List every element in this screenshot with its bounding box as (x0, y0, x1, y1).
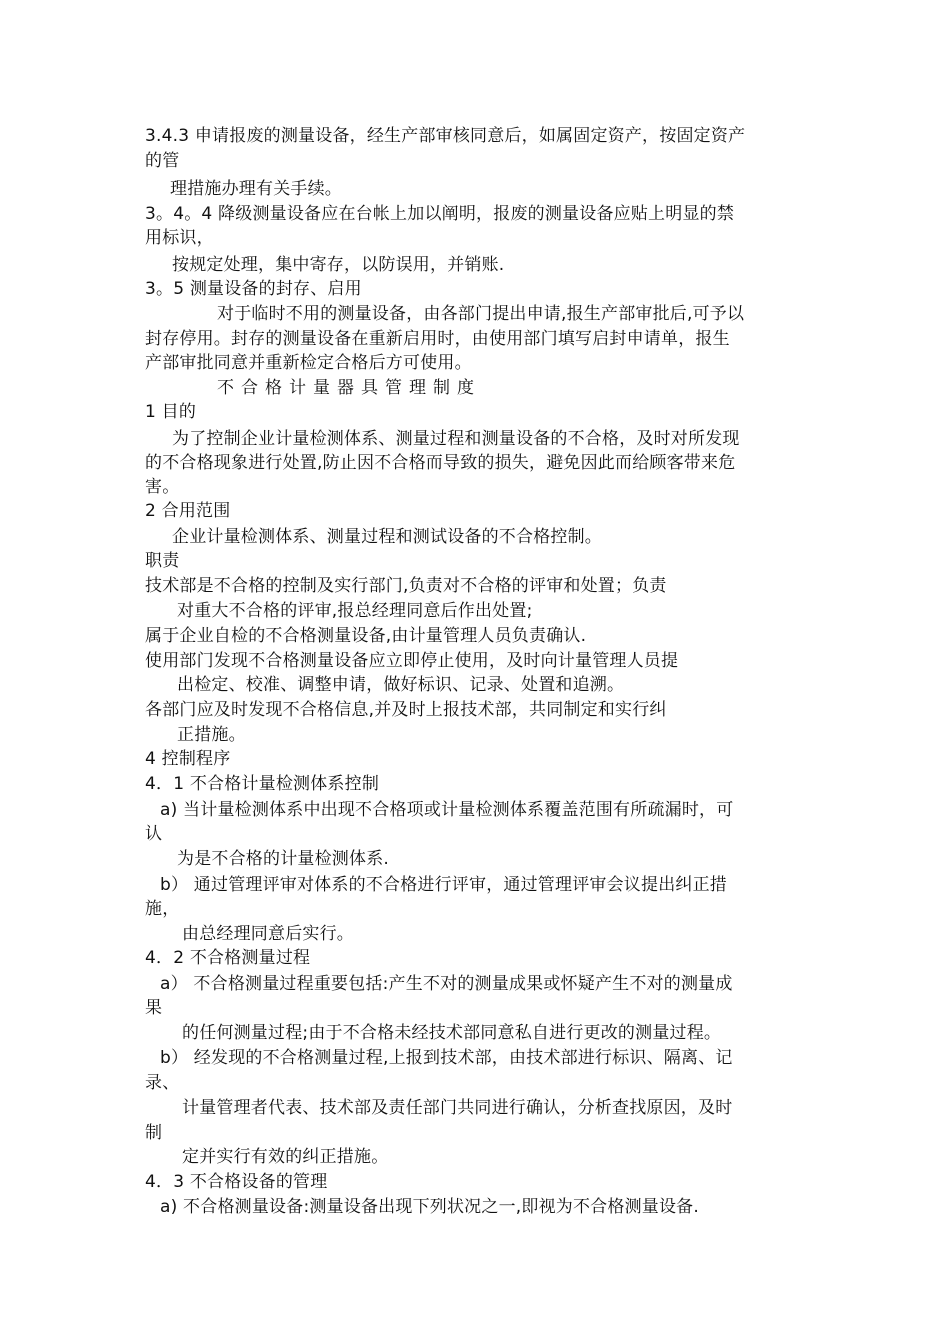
text-line: 使用部门发现不合格测量设备应立即停止使用，及时向计量管理人员提 (145, 651, 679, 671)
text-line: 定并实行有效的纠正措施。 (182, 1147, 389, 1167)
text-line: 3.4.3 申请报废的测量设备，经生产部审核同意后，如属固定资产，按固定资产 (145, 126, 746, 146)
text-line: 理措施办理有关手续。 (170, 179, 342, 199)
text-line: 认 (145, 824, 163, 844)
text-line: 施， (145, 899, 180, 919)
text-line: 对于临时不用的测量设备，由各部门提出申请,报生产部审批后,可予以 (217, 304, 745, 324)
document-title: 不合格计量器具管理制度 (217, 378, 481, 398)
text-line: 产部审批同意并重新检定合格后方可使用。 (145, 353, 472, 373)
text-line: 为是不合格的计量检测体系. (177, 849, 390, 869)
text-line: a) 当计量检测体系中出现不合格项或计量检测体系覆盖范围有所疏漏时，可 (160, 800, 734, 820)
text-line: 正措施。 (177, 725, 246, 745)
text-line: 企业计量检测体系、测量过程和测试设备的不合格控制。 (172, 527, 602, 547)
text-line: 录、 (145, 1073, 180, 1093)
text-line: a) 不合格测量设备:测量设备出现下列状况之一,即视为不合格测量设备. (160, 1197, 699, 1217)
text-line: 封存停用。封存的测量设备在重新启用时，由使用部门填写启封申请单，报生 (145, 329, 730, 349)
text-line: 技术部是不合格的控制及实行部门,负责对不合格的评审和处置；负责 (145, 576, 667, 596)
text-line: a） 不合格测量过程重要包括:产生不对的测量成果或怀疑产生不对的测量成 (160, 974, 733, 994)
section-heading: 4 控制程序 (145, 749, 231, 769)
text-line: 属于企业自检的不合格测量设备,由计量管理人员负责确认. (145, 626, 587, 646)
text-line: 计量管理者代表、技术部及责任部门共同进行确认，分析查找原因，及时 (182, 1098, 733, 1118)
text-line: 出检定、校准、调整申请，做好标识、记录、处置和追溯。 (177, 675, 625, 695)
text-line: 按规定处理，集中寄存，以防误用，并销账. (172, 255, 505, 275)
text-line: 的管 (145, 151, 180, 171)
text-line: b） 通过管理评审对体系的不合格进行评审，通过管理评审会议提出纠正措 (160, 875, 727, 895)
text-line: 用标识， (145, 228, 214, 248)
text-line: 对重大不合格的评审,报总经理同意后作出处置; (177, 601, 533, 621)
section-heading: 4．3 不合格设备的管理 (145, 1172, 328, 1192)
section-heading: 4．1 不合格计量检测体系控制 (145, 774, 380, 794)
text-line: 制 (145, 1123, 163, 1143)
section-heading: 1 目的 (145, 402, 197, 422)
section-heading: 职责 (145, 551, 180, 571)
text-line: 的任何测量过程;由于不合格未经技术部同意私自进行更改的测量过程。 (182, 1023, 722, 1043)
text-line: 由总经理同意后实行。 (182, 924, 354, 944)
text-line: 各部门应及时发现不合格信息,并及时上报技术部，共同制定和实行纠 (145, 700, 667, 720)
text-line: b） 经发现的不合格测量过程,上报到技术部，由技术部进行标识、隔离、记 (160, 1048, 733, 1068)
text-line: 果 (145, 998, 163, 1018)
section-heading: 2 合用范围 (145, 501, 231, 521)
text-line: 为了控制企业计量检测体系、测量过程和测量设备的不合格，及时对所发现 (172, 429, 740, 449)
section-heading: 3。5 测量设备的封存、启用 (145, 279, 362, 299)
text-line: 3。4。4 降级测量设备应在台帐上加以阐明，报废的测量设备应贴上明显的禁 (145, 204, 735, 224)
text-line: 害。 (145, 477, 180, 497)
section-heading: 4．2 不合格测量过程 (145, 948, 311, 968)
text-line: 的不合格现象进行处置,防止因不合格而导致的损失，避免因此而给顾客带来危 (145, 453, 736, 473)
